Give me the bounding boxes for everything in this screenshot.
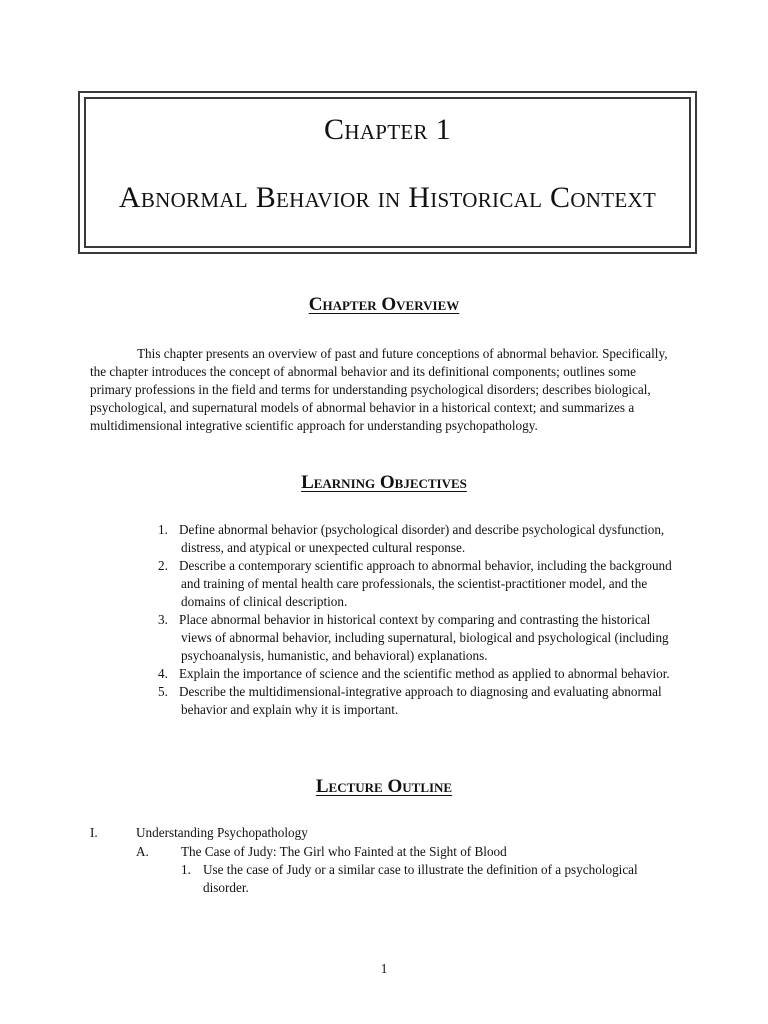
objective-item — [137, 611, 682, 665]
outline-level3-item — [181, 861, 663, 897]
objective-text: Describe a contemporary scientific approach to abnormal behavior, including the background and training of mental health care professionals, the scientist-practitioner model, and the domains of clinical description. — [179, 558, 672, 609]
lecture-outline-heading-text: Lecture Outline — [315, 776, 453, 797]
outline-level2-text: The Case of Judy: The Girl who Fainted at the Sight of Blood — [181, 844, 507, 859]
learning-objectives-list — [137, 521, 682, 719]
chapter-title-box — [78, 91, 697, 254]
outline-level3-number: 1. — [181, 862, 191, 877]
outline-level2-number: A. — [136, 844, 149, 859]
objective-text: Define abnormal behavior (psychological disorder) and describe psychological dysfunction, distress, and atypical or unexpected cultural response. — [179, 522, 665, 555]
chapter-overview-heading-text: Chapter Overview — [308, 294, 460, 315]
chapter-number: Chapter 1 — [324, 113, 451, 146]
lecture-outline-heading — [0, 776, 768, 798]
objective-text: Describe the multidimensional-integrative approach to diagnosing and evaluating abnormal behavior and explain why it is important. — [179, 684, 662, 717]
objective-number: 3. — [158, 612, 168, 627]
outline-level1-text: Understanding Psychopathology — [136, 825, 308, 840]
page-number: 1 — [380, 961, 388, 976]
objective-number: 4. — [158, 666, 168, 681]
outline-level1-number: I. — [90, 825, 98, 840]
objective-number: 5. — [158, 684, 168, 699]
objective-item — [137, 557, 682, 611]
objective-item — [137, 521, 682, 557]
learning-objectives-heading-text: Learning Objectives — [301, 472, 467, 493]
objective-text: Explain the importance of science and the scientific method as applied to abnormal behavior. — [179, 666, 670, 681]
outline-level3-text: Use the case of Judy or a similar case to illustrate the definition of a psychological disorder. — [203, 862, 638, 895]
objective-number: 2. — [158, 558, 168, 573]
chapter-overview-heading — [0, 294, 768, 316]
chapter-title-box-inner-border — [84, 97, 691, 248]
objective-number: 1. — [158, 522, 168, 537]
objective-item — [137, 683, 682, 719]
chapter-title: Abnormal Behavior in Historical Context — [118, 181, 657, 214]
learning-objectives-heading — [0, 472, 768, 494]
chapter-overview-paragraph: This chapter presents an overview of past and future conceptions of abnormal behavior. Specifically, the chapter introduces the concept of abnormal behavior and its definitional components; outlines some primary professions in the field and terms for understanding psychological disorders; describes biological, psychological, and supernatural models of abnormal behavior in a historical context; and summarizes a multidimensional integrative scientific approach for understanding psychopathology. — [90, 346, 668, 433]
objective-text: Place abnormal behavior in historical context by comparing and contrasting the historical views of abnormal behavior, including supernatural, biological and psychological (including psychoanalysis, humanistic, and behavioral) explanations. — [179, 612, 669, 663]
objective-item — [137, 665, 682, 683]
